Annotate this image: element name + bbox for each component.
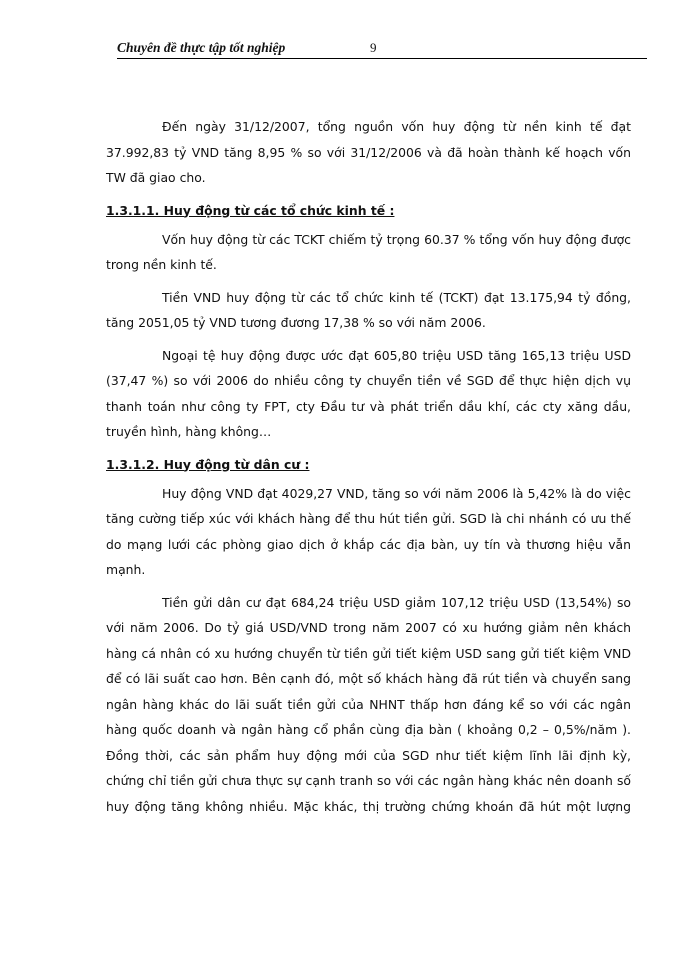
header-title: Chuyên đề thực tập tốt nghiệp (117, 40, 286, 55)
paragraph: Tiền gửi dân cư đạt 684,24 triệu USD giảm 107,12 triệu USD (13,54%) so với năm 2006. Do tỷ giá USD/VND trong năm 2007 có xu hướng giảm nên khách hàng cá nhân có xu hướng chuyển từ tiền gửi tiết kiệm USD sang gửi tiết kiệm VND để có lãi suất cao hơn. Bên cạnh đó, một số khách hàng đã rút tiền và chuyển sang ngân hàng khác do lãi suất tiền gửi của NHNT thấp hơn đáng kể so với các ngân hàng quốc doanh và ngân hàng cổ phần cùng địa bàn ( khoảng 0,2 – 0,5%/năm ). Đồng thời, các sản phẩm huy động mới của SGD như tiết kiệm lĩnh lãi định kỳ, chứng chỉ tiền gửi chưa thực sự cạnh tranh so với các ngân hàng khác nên doanh số huy động tăng không nhiều. Mặc khác, thị trường chứng khoán đã hút một lượng (106, 594, 631, 814)
page-number: 9 (370, 40, 377, 55)
document-body (106, 114, 631, 819)
paragraph: Ngoại tệ huy động được ước đạt 605,80 triệu USD tăng 165,13 triệu USD (37,47 %) so với 2006 do nhiều công ty chuyển tiền về SGD để thực hiện dịch vụ thanh toán như công ty FPT, cty Đầu tư và phát triển dầu khí, các cty xăng dầu, truyền hình, hàng không… (106, 347, 631, 439)
paragraph: Tiền VND huy động từ các tổ chức kinh tế (TCKT) đạt 13.175,94 tỷ đồng, tăng 2051,05 tỷ VND tương đương 17,38 % so với năm 2006. (106, 289, 631, 330)
section-heading-2: 1.3.1.2. Huy động từ dân cư : (106, 456, 310, 472)
paragraph: Vốn huy động từ các TCKT chiếm tỷ trọng 60.37 % tổng vốn huy động được trong nền kinh tế. (106, 231, 631, 272)
page-header (117, 40, 647, 60)
header-rule (117, 58, 647, 59)
intro-paragraph: Đến ngày 31/12/2007, tổng nguồn vốn huy động từ nền kinh tế đạt 37.992,83 tỷ VND tăng 8,95 % so với 31/12/2006 và đã hoàn thành kế hoạch vốn TW đã giao cho. (106, 119, 631, 185)
section-heading-1: 1.3.1.1. Huy động từ các tổ chức kinh tế : (106, 202, 395, 218)
paragraph: Huy động VND đạt 4029,27 VND, tăng so với năm 2006 là 5,42% là do việc tăng cường tiếp xúc với khách hàng để thu hút tiền gửi. SGD là chi nhánh có ưu thế do mạng lưới các phòng giao dịch ở khắp các địa bàn, uy tín và thương hiệu vẫn mạnh. (106, 485, 631, 577)
